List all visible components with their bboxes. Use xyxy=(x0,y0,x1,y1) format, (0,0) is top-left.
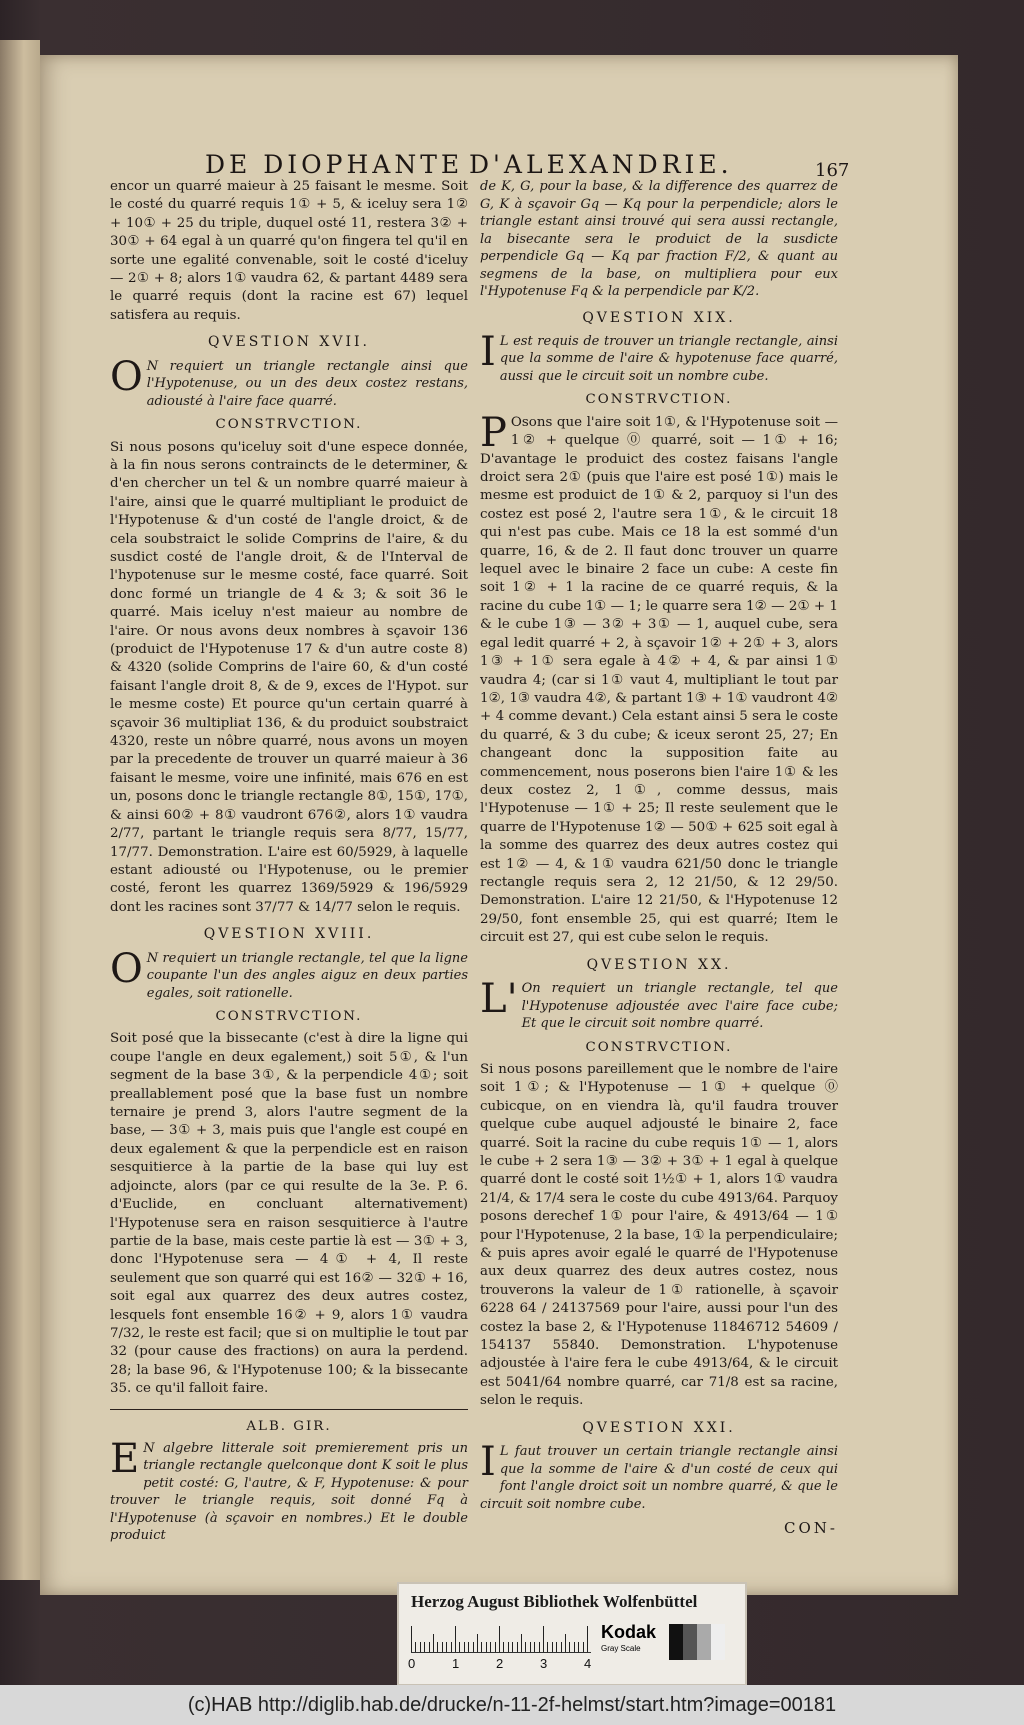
ruler-tick xyxy=(490,1642,491,1652)
ruler-tick xyxy=(547,1642,548,1652)
ruler-tick xyxy=(433,1634,434,1652)
ruler-tick xyxy=(446,1642,447,1652)
catchword: CON- xyxy=(784,1519,838,1538)
paragraph: Soit posé que la bissecante (c'est à dire la ligne qui coupe l'angle en deux egalement,) soit 5①, & l'un segment de la base 3①, & la perpendicle 4①; soit preallablement posé que la base fust un nombre ternaire je prend 3, alors l'autre segment de la base, — 3① + 3, mais puis que l'angle est coupé en deux egalement & que la perpendicle est en raison sesquitierce à la partie de la base qui luy est adjoincte, alors (par ce qui resulte de la 3e. P. 6. d'Euclide, en concluant alternativement) l'Hypotenuse sera en raison sesquitierce à l'autre partie de la base, mais ceste partie là est — 3① + 3, donc l'Hypotenuse sera — 4① + 4, Il reste seulement que son quarré qui est 16② — 32① + 16, soit egal aux quarrez des deux autres costez, lesquels font ensemble 16② + 9, alors 1① vaudra 7/32, le reste est facil; que si on multiplie le tout par 32 (pour cause des fractions) on aura la perdend. 28; la base 96, & l'Hypotenuse 100; & la bissecante 35. ce qu'il falloit faire. xyxy=(110,1031,468,1397)
ruler-tick xyxy=(534,1642,535,1652)
ruler-tick xyxy=(517,1642,518,1652)
gray-swatch xyxy=(669,1624,683,1660)
ruler-tick xyxy=(587,1626,588,1652)
question-statement: IL est requis de trouver un triangle rectangle, ainsi que la somme de l'aire & hypotenuse face quarré, aussi que le circuit soit un nombre cube. xyxy=(480,328,838,384)
ruler-tick xyxy=(455,1626,456,1652)
question-title: QVESTION XXI. xyxy=(582,1419,736,1436)
ruler-tick xyxy=(459,1642,460,1652)
ruler-tick xyxy=(495,1642,496,1652)
paragraph: POsons que l'aire soit 1①, & l'Hypotenuse soit — 1② + quelque ⓪ quarré, soit — 1① + 16; D'avantage le produict des costez faisans l'angle droict sera 2① (puis que l'aire est posé 1①) mais le mesme est produict de 1① & 2, parquoy si l'un des costez est posé 2, l'autre sera 1①, & le circuit 18 qui n'est pas cube. Mais ce 18 la est sommé d'un quarre, 16, & de 2. Il faut donc trouver un quarre lequel avec le binaire 2 face un cube: A ceste fin soit 1② + 1 la racine de ce quarré requis, & la racine du cube 1① — 1; le quarre sera 1② — 2① + 1 & le cube 1③ — 3② + 3① — 1, auquel cube, sera egal ledit quarré + 2, à sçavoir 1② + 2① + 3, alors 1③ + 1① sera egale à 4② + 4, & par ainsi 1① vaudra 4; (car si 1① vaut 4, multipliant le tout par 1②, 1③ vaudra 4②, & partant 1③ + 1① vaudront 4② + 4 comme devant.) Cela estant ainsi 5 sera le coste du quarré, & 3 du cube; & iceux seront 25, 27; En changeant donc la supposition faite au commencement, nous poserons bien l'aire 1① & les deux costez 2, 1①, comme dessus, mais l'Hypotenuse — 1① + 25; Il reste seulement que le quarre de l'Hypotenuse 1② — 50① + 625 soit egal à la somme des quarrez des deux autres costez qui est 1② — 4, & 1① vaudra 621/50 donc le triangle rectangle requis sera 2, 12 21/50, & 12 29/50. Demonstration. L'aire 12 21/50, & l'Hypotenuse 12 29/50, font ensemble 25, qui est quarré; Item le circuit est 27, qui est cube selon le requis. xyxy=(480,409,838,946)
scale-number: 4 xyxy=(584,1656,592,1671)
construction-heading: CONSTRVCTION. xyxy=(585,392,733,408)
construction-heading: CONSTRVCTION. xyxy=(585,1039,733,1055)
brand-logo: Kodak xyxy=(601,1622,657,1642)
scale-number: 3 xyxy=(540,1656,548,1671)
ruler-tick xyxy=(578,1642,579,1652)
construction-heading: CONSTRVCTION. xyxy=(215,1009,363,1025)
ruler-tick xyxy=(415,1642,416,1652)
question-statement: ON requiert un triangle rectangle ainsi que l'Hypotenuse, ou un des deux costez restans, adiousté à l'aire face quarré. xyxy=(110,353,468,409)
gray-swatch xyxy=(683,1624,697,1660)
question-statement: L'On requiert un triangle rectangle, tel que l'Hypotenuse adjoustée avec l'aire face cube; Et que le circuit soit nombre quarré. xyxy=(480,976,838,1031)
question-title: QVESTION XVIII. xyxy=(203,926,375,943)
ruler-tick xyxy=(424,1642,425,1652)
question-statement: IL faut trouver un certain triangle rectangle ainsi que la somme de l'aire & d'un costé de ceux qui font l'angle droict soit un nombre quarré, & que le circuit soit nombre cube. xyxy=(480,1439,838,1512)
ruler-tick xyxy=(525,1642,526,1652)
footer-credit: (c)HAB http://diglib.hab.de/drucke/n-11-2f-helmst/start.htm?image=00181 xyxy=(0,1685,1024,1725)
question-title: QVESTION XVII. xyxy=(207,334,371,351)
gray-swatch xyxy=(711,1624,725,1660)
ruler-tick xyxy=(539,1642,540,1652)
brand-subtitle: Gray Scale xyxy=(601,1644,641,1653)
ruler-tick xyxy=(481,1642,482,1652)
scale-number: 1 xyxy=(452,1656,460,1671)
paragraph: Si nous posons qu'iceluy soit d'une espece donnée, à la fin nous serons contraincts de le determiner, & d'en chercher un tel & un nombre quarré maieur à l'aire, ainsi que le quarré multipliant le produict de l'Hypotenuse & d'un costé de l'angle droict, & de cela soubstraict le solide Comprins de l'aire, & du susdict costé de l'angle droit, & de l'Interval de l'hypotenuse sur le mesme costé, face quarré. Soit donc formé un triangle de 4 & 3; & soit 36 le quarré. Mais iceluy n'est maieur au nombre de l'aire. Or nous avons deux nombres à sçavoir 136 (produict de l'Hypotenuse 17 & d'un autre coste 8) & 4320 (solide Comprins de l'aire 60, & d'un costé faisant l'angle droit 8, & de 9, exces de l'Hypot. sur le mesme coste) Et pource qu'un certain quarré à sçavoir 36 multipliat 136, & du produict soubstraict 4320, reste un nôbre quarré, nous avons un moyen par la precedente de trouver un quarré maieur à 36 faisant le mesme, voire une infinité, mais 676 en est un, posons donc le triangle rectangle 8①, 15①, 17①, & ainsi 60② + 8① vaudront 676②, alors 1① vaudra 2/77, partant le triangle requis sera 8/77, 15/77, 17/77. Demonstration. L'aire est 60/5929, à laquelle estant adiousté ou l'Hypotenuse, ou le premier costé, feront les quarrez 1369/5929 & 196/5929 dont les racines sont 37/77 & 14/77 selon le requis. xyxy=(110,439,468,915)
ruler-tick xyxy=(574,1642,575,1652)
ruler-tick xyxy=(530,1642,531,1652)
ruler-tick xyxy=(437,1642,438,1652)
scale-ruler xyxy=(411,1624,591,1653)
question-title: QVESTION XX. xyxy=(586,956,732,973)
ruler-tick xyxy=(451,1642,452,1652)
ruler-tick xyxy=(442,1642,443,1652)
ruler-tick xyxy=(512,1642,513,1652)
divider xyxy=(110,1409,468,1410)
paragraph: Si nous posons pareillement que le nombre de l'aire soit 1①; & l'Hypotenuse — 1① + quelque ⓪ cubicque, on en viendra là, qu'il faudra trouver quelque cube auquel adjousté le binaire 2, face quarré. Soit la racine du cube requis 1① — 1, alors le cube + 2 sera 1③ — 3② + 3① + 1 egal à quelque quarré dont le costé soit 1½① + 1, alors 1① vaudra 21/4, & 17/4 sera le coste du cube 4913/64. Parquoy posons derechef 1① pour l'aire, & 4913/64 — 1① pour l'Hypotenuse, 2 la base, 1① la perpendiculaire; & puis apres avoir egalé le quarré de l'Hypotenuse aux deux quarrez des deux autres costez, nous trouverons la valeur de 1① rationelle, à sçavoir 6228 64 / 24137569 pour l'aire, aussi pour l'un des costez la base 2, & l'Hypotenuse 11846712 54609 / 154137 55840. Demonstration. L'hypotenuse adjoustée à l'aire fera le cube 4913/64, & le circuit est 5041/64 nombre quarré, car 71/8 est sa racine, selon le requis. xyxy=(480,1061,838,1409)
header-left: DE DIOPHANTE xyxy=(205,150,464,179)
gray-swatch xyxy=(697,1624,711,1660)
right-column xyxy=(480,178,838,1537)
ruler-tick xyxy=(556,1642,557,1652)
color-calibration-card xyxy=(397,1582,747,1686)
ruler-tick xyxy=(468,1642,469,1652)
ruler-tick xyxy=(543,1626,544,1652)
ruler-tick xyxy=(503,1642,504,1652)
paragraph: de K, G, pour la base, & la difference des quarrez de G, K à sçavoir Gq — Kq pour la perpendicle; alors le triangle estant ainsi trouvé qui sera aussi rectangle, la bisecante sera le produict de la susdicte perpendicle Gq — Kq par fraction F/2, & quant au segmens de la base, on multipliera pour eux l'Hypotenuse Fq & la perpendicle par K/2. xyxy=(480,179,838,299)
header-right: D'ALEXANDRIE. xyxy=(469,150,733,179)
ruler-tick xyxy=(464,1642,465,1652)
ruler-tick xyxy=(473,1642,474,1652)
ruler-tick xyxy=(552,1642,553,1652)
library-name: Herzog August Bibliothek Wolfenbüttel xyxy=(411,1592,698,1611)
commentary-text: EN algebre litterale soit premierement pris un triangle rectangle quelconque dont K soit le plus petit costé: G, l'autre, & F, Hypotenuse: & pour trouver le triangle requis, soit donné Fq à l'Hypotenuse (à sçavoir en nombres.) Et le double produict xyxy=(110,1435,468,1544)
scale-number: 0 xyxy=(408,1656,416,1671)
facing-page-edge xyxy=(0,40,40,1580)
ruler-tick xyxy=(429,1642,430,1652)
construction-heading: CONSTRVCTION. xyxy=(215,417,363,433)
ruler-tick xyxy=(583,1642,584,1652)
ruler-tick xyxy=(411,1626,412,1652)
scale-number: 2 xyxy=(496,1656,504,1671)
page-number: 167 xyxy=(815,160,850,181)
ruler-tick xyxy=(499,1626,500,1652)
ruler-tick xyxy=(521,1634,522,1652)
ruler-tick xyxy=(477,1634,478,1652)
commentary-heading: ALB. GIR. xyxy=(246,1418,332,1434)
ruler-tick xyxy=(508,1642,509,1652)
ruler-tick xyxy=(561,1642,562,1652)
ruler-tick xyxy=(486,1642,487,1652)
left-column xyxy=(110,178,468,1549)
question-title: QVESTION XIX. xyxy=(582,309,736,326)
ruler-tick xyxy=(420,1642,421,1652)
ruler-tick xyxy=(569,1642,570,1652)
question-statement: ON requiert un triangle rectangle, tel que la ligne coupante l'un des angles aiguz en deux parties egales, soit rationelle. xyxy=(110,945,468,1001)
ruler-tick xyxy=(565,1634,566,1652)
paragraph: encor un quarré maieur à 25 faisant le mesme. Soit le costé du quarré requis 1① + 5, & iceluy sera 1② + 10① + 25 du triple, duquel osté 11, restera 3② + 30① + 64 egal à un quarré qu'on fingera tel qu'il en sorte une egalité convenable, soit le costé d'iceluy — 2① + 8; alors 1① vaudra 62, & partant 4489 sera le quarré requis (dont la racine est 67) lequel satisfera au requis. xyxy=(110,179,468,323)
